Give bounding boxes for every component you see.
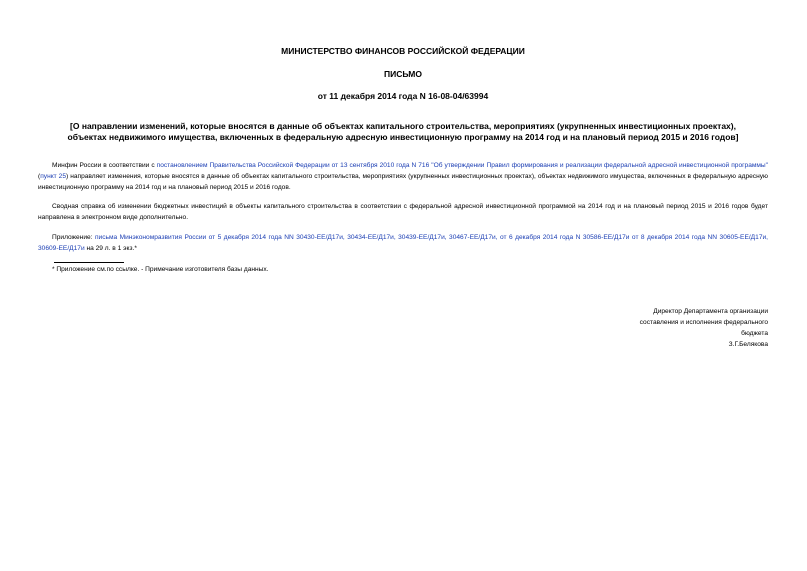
paragraph-main-mid: ( [38, 173, 41, 180]
document-title-line-1: [О направлении изменений, которые вносятся в данные об объектах капитального строительства, мероприятиях (укрупненных инвестиционных проектах), [70, 121, 736, 131]
signature-line-3: бюджета [741, 330, 768, 337]
signature-line-2: составления и исполнения федерального [639, 319, 768, 326]
paragraph-main [38, 160, 768, 193]
paragraph-appendix [38, 232, 768, 254]
document-page [38, 0, 768, 571]
appendix-end: на 29 л. в 1 экз.* [84, 245, 137, 252]
document-title-line-2: объектах недвижимого имущества, включенных в федеральную адресную инвестиционную программу на 2014 год и на плановый период 2015 и 2016 годов] [67, 132, 739, 142]
signature-line-1: Директор Департамента организации [653, 308, 768, 315]
footnote: * Приложение см.по ссылке. - Примечание изготовителя базы данных. [52, 266, 269, 273]
paragraph-main-end: ) направляет изменения, которые вносятся в данные об объектах капитального строительства, мероприятиях (укрупненных инвестиционных проектах), объектах недвижимого имущества, включенных в федеральную адресную инвестиционную программу на 2014 год и на плановый период 2015 и 2016 годов. [38, 173, 768, 191]
link-point-25[interactable]: пункт 25 [40, 173, 67, 180]
document-date-number: от 11 декабря 2014 года N 16-08-04/63994 [317, 91, 489, 101]
document-type: ПИСЬМО [384, 69, 422, 79]
link-appendix-letters[interactable]: письма Минэкономразвития России от 5 декабря 2014 года NN 30430-ЕЕ/Д17и, 30434-ЕЕ/Д17и, 30439-ЕЕ/Д17и, 30467-ЕЕ/Д17и, от 6 декабря 2014 года N 30586-ЕЕ/Д17и от 8 декабря 2014 года NN 30605-ЕЕ/Д17и, 30609-ЕЕ/Д17и [38, 234, 768, 252]
footnote-divider [54, 262, 124, 263]
link-government-decree[interactable]: постановлением Правительства Российской Федерации от 13 сентября 2010 года N 716 "Об утверждении Правил формирования и реализации федеральной адресной инвестиционной программы" [156, 162, 769, 169]
document-title [38, 121, 768, 143]
ministry-name: МИНИСТЕРСТВО ФИНАНСОВ РОССИЙСКОЙ ФЕДЕРАЦИИ [281, 46, 525, 56]
paragraph-summary: Сводная справка об изменении бюджетных инвестиций в объекты капитального строительства в соответствии с федеральной адресной инвестиционной программой на 2014 год и на плановый период 2015 и 2016 годов будет направлена в электронном виде дополнительно. [38, 203, 768, 221]
signature-block [640, 306, 768, 350]
paragraph-main-start: Минфин России в соответствии с [52, 162, 157, 169]
signature-name: З.Г.Белякова [728, 341, 768, 348]
appendix-label: Приложение: [52, 234, 95, 241]
